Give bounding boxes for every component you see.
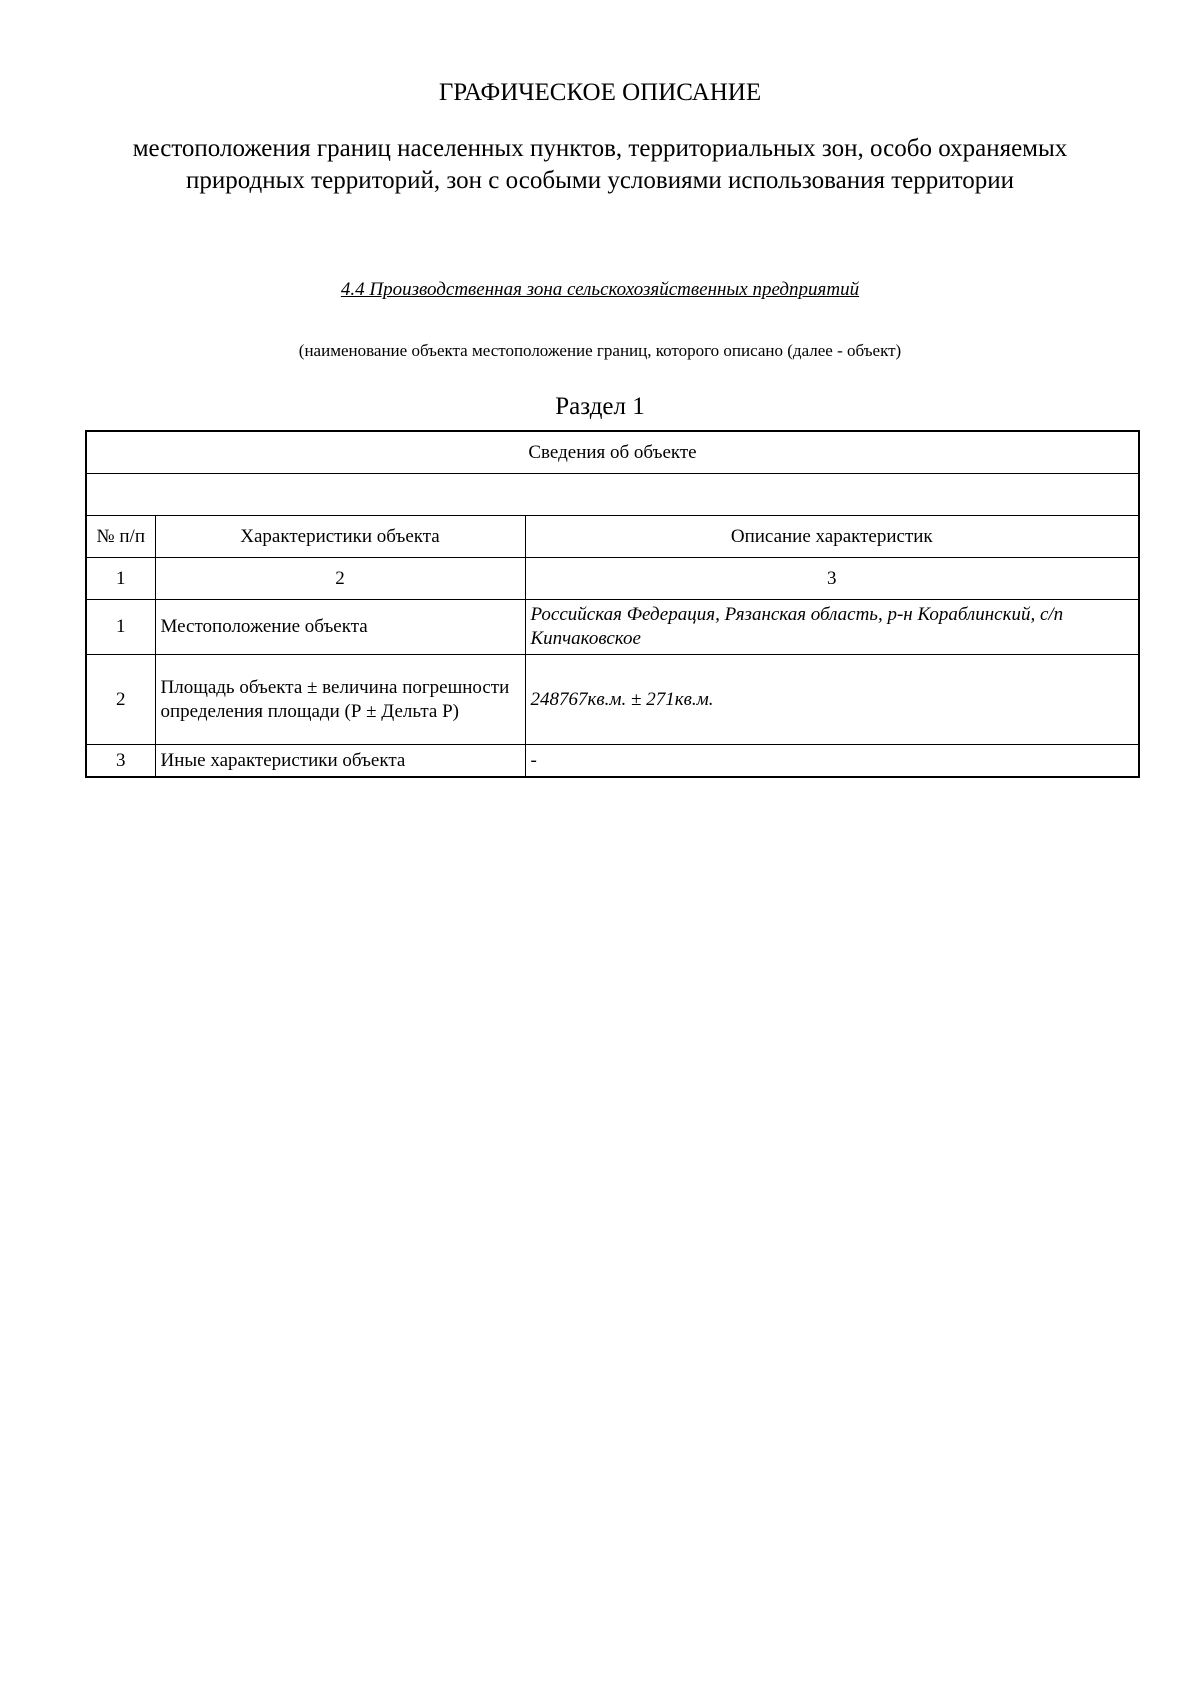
row-characteristic: Местоположение объекта: [155, 600, 525, 655]
row-characteristic: Площадь объекта ± величина погрешности определения площади (Р ± Дельта Р): [155, 655, 525, 745]
column-number: 2: [155, 558, 525, 600]
table-header: Сведения об объекте: [86, 431, 1139, 474]
column-number: 3: [525, 558, 1139, 600]
column-header-num: № п/п: [86, 516, 155, 558]
zone-name: [0, 278, 1200, 302]
column-header-description: Описание характеристик: [525, 516, 1139, 558]
table-empty-row: [86, 474, 1139, 516]
row-num: 3: [86, 745, 155, 778]
row-num: 1: [86, 600, 155, 655]
table-row: [86, 745, 1139, 778]
table-column-numbers-row: [86, 558, 1139, 600]
object-info-table: [85, 430, 1140, 778]
table-empty-cell: [86, 474, 1139, 516]
row-description: Российская Федерация, Рязанская область, р-н Кораблинский, с/п Кипчаковское: [525, 600, 1139, 655]
section-title: Раздел 1: [555, 393, 645, 420]
page-title: ГРАФИЧЕСКОЕ ОПИСАНИЕ: [438, 79, 762, 106]
row-description: -: [525, 745, 1139, 778]
table-row: [86, 655, 1139, 745]
column-header-characteristic: Характеристики объекта: [155, 516, 525, 558]
page-subtitle: местоположения границ населенных пунктов, территориальных зон, особо охраняемых природных территорий, зон с особыми условиями использования территории: [132, 135, 1068, 194]
row-description: 248767кв.м. ± 271кв.м.: [525, 655, 1139, 745]
column-number: 1: [86, 558, 155, 600]
row-characteristic: Иные характеристики объекта: [155, 745, 525, 778]
row-num: 2: [86, 655, 155, 745]
object-caption: (наименование объекта местоположение границ, которого описано (далее - объект): [298, 341, 902, 360]
zone-name-text: 4.4 Производственная зона сельскохозяйственных предприятий: [340, 279, 860, 300]
table-columns-row: [86, 516, 1139, 558]
table-header-row: [86, 431, 1139, 474]
table-row: [86, 600, 1139, 655]
